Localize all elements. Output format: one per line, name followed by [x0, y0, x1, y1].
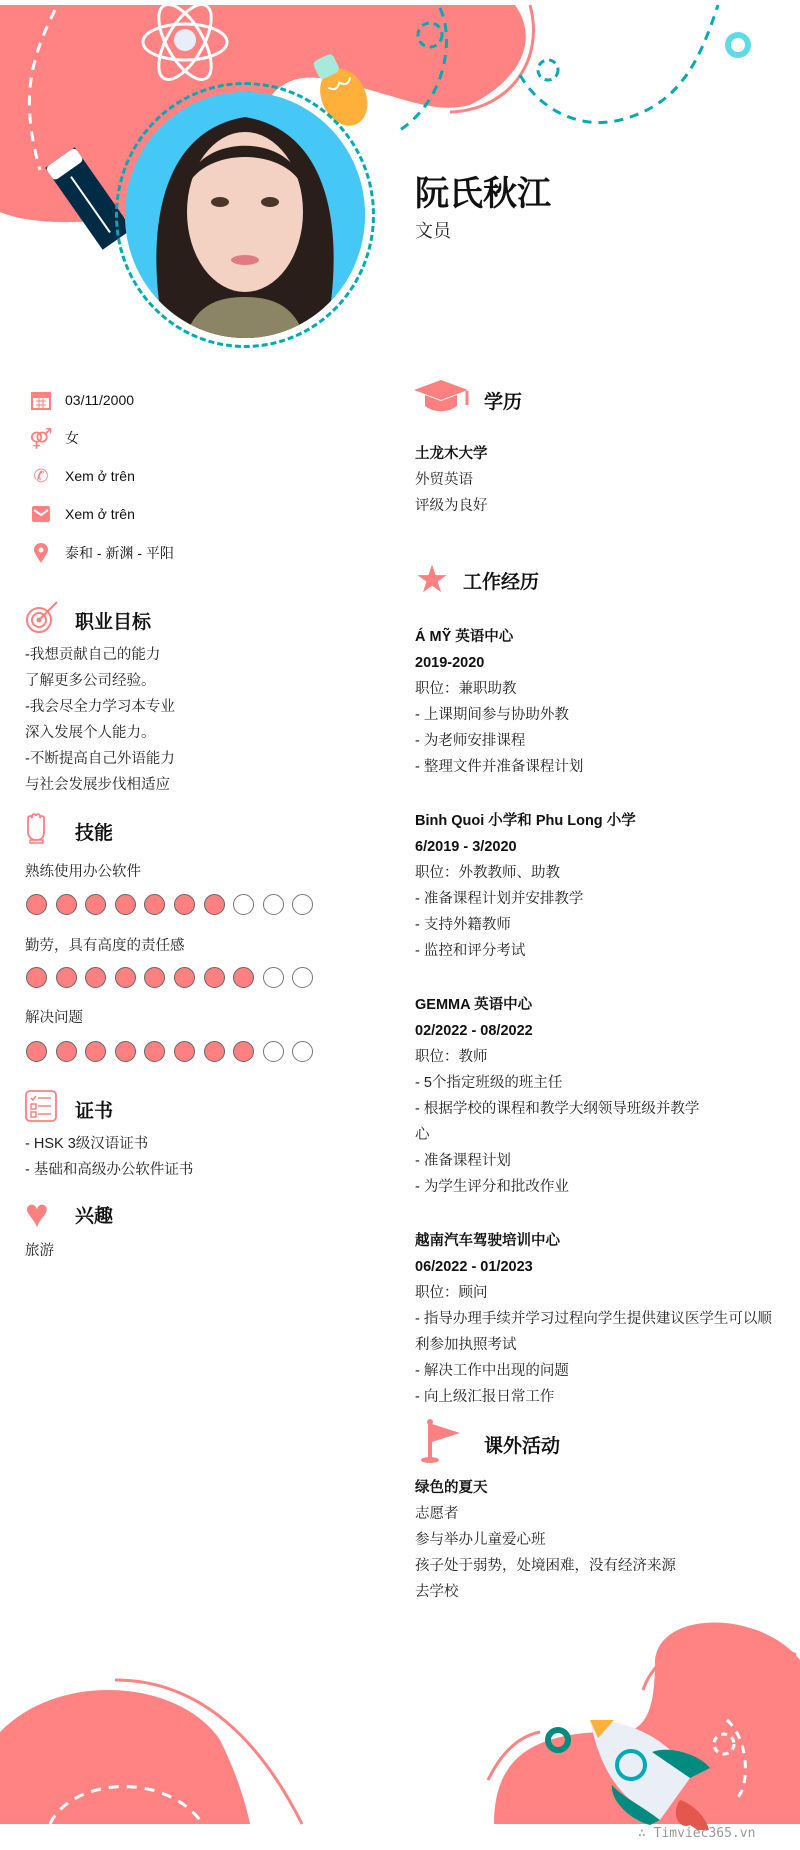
interest-item: 旅游 — [25, 1243, 54, 1259]
skills-title: 技能 — [75, 822, 114, 844]
activity-role: 志愿者 — [415, 1506, 459, 1522]
job-entry — [415, 624, 785, 780]
rating-dot-filled — [56, 967, 77, 988]
job-position: 职位：兼职助教 — [415, 681, 517, 697]
interests-heading — [25, 1192, 114, 1236]
objective-line: 深入发展个人能力。 — [25, 725, 156, 741]
objective-line: -我会尽全力学习本专业 — [25, 699, 175, 715]
job-detail: - 支持外籍教师 — [415, 917, 511, 933]
objective-heading — [25, 600, 151, 640]
job-detail: - 解决工作中出现的问题 — [415, 1363, 569, 1379]
rating-dot-filled — [144, 894, 165, 915]
skills-heading — [25, 812, 113, 850]
major: 外贸英语 — [415, 472, 473, 488]
heart-icon: ♥ — [25, 1192, 49, 1236]
job-position: 职位：外教教师、助教 — [415, 865, 560, 881]
footer-decoration — [0, 1620, 800, 1830]
job-detail: - 监控和评分考试 — [415, 943, 526, 959]
job-company: Á MỸ 英语中心 — [415, 629, 514, 645]
certificates-title: 证书 — [75, 1100, 114, 1122]
objective-line: -不断提高自己外语能力 — [25, 751, 175, 767]
job-period: 06/2022 - 01/2023 — [415, 1259, 533, 1275]
objective-line: 了解更多公司经验。 — [25, 673, 156, 689]
phone-value: Xem ở trên — [65, 468, 135, 484]
job-detail: 利参加执照考试 — [415, 1337, 517, 1353]
job-company: Binh Quoi 小学和 Phu Long 小学 — [415, 813, 636, 829]
skill-label: 熟练使用办公软件 — [25, 864, 141, 880]
candidate-name: 阮氏秋江 — [415, 175, 551, 213]
contact-gender — [28, 423, 79, 453]
job-entry — [415, 1228, 785, 1410]
rating-dot-empty — [263, 1041, 284, 1062]
activity-line: 去学校 — [415, 1584, 459, 1600]
job-period: 2019-2020 — [415, 655, 485, 671]
experience-list — [415, 624, 785, 1410]
rating-dot-empty — [292, 967, 313, 988]
rating-dot-empty — [233, 894, 254, 915]
rating-dot-filled — [204, 967, 225, 988]
job-company: GEMMA 英语中心 — [415, 997, 533, 1013]
job-position: 职位：教师 — [415, 1049, 488, 1065]
rating-dot-empty — [292, 1041, 313, 1062]
skill-rating — [26, 1041, 313, 1062]
job-detail: - 为学生评分和批改作业 — [415, 1179, 569, 1195]
certificates-list — [25, 1131, 193, 1183]
gender-value: 女 — [65, 430, 79, 446]
rating-dot-filled — [26, 1041, 47, 1062]
objective-text — [25, 642, 175, 798]
rating-dot-filled — [115, 894, 136, 915]
phone-icon: ✆ — [33, 465, 49, 486]
job-entry — [415, 808, 785, 964]
rating-dot-filled — [204, 894, 225, 915]
graduation-cap-icon — [414, 380, 484, 420]
interests-title: 兴趣 — [75, 1205, 114, 1227]
star-icon: ★ — [415, 559, 450, 601]
rating-dot-filled — [204, 1041, 225, 1062]
rating-dot-filled — [85, 967, 106, 988]
target-icon — [25, 600, 75, 640]
certificate-item: - 基础和高级办公软件证书 — [25, 1162, 194, 1178]
job-detail: - 指导办理手续并学习过程向学生提供建议医学生可以顺 — [415, 1311, 772, 1327]
job-detail: - 准备课程计划并安排教学 — [415, 891, 584, 907]
job-detail: - 向上级汇报日常工作 — [415, 1389, 555, 1405]
rating-dot-filled — [115, 967, 136, 988]
rating-dot-filled — [233, 1041, 254, 1062]
birthdate-value: 03/11/2000 — [65, 392, 135, 408]
rating-dot-filled — [174, 894, 195, 915]
contact-phone — [28, 461, 135, 491]
job-detail: - 5个指定班级的班主任 — [415, 1075, 563, 1091]
activities-heading — [420, 1418, 560, 1470]
activities-details — [415, 1475, 676, 1605]
job-period: 6/2019 - 3/2020 — [415, 839, 517, 855]
job-detail: - 准备课程计划 — [415, 1153, 511, 1169]
calendar-icon — [28, 389, 54, 411]
experience-title: 工作经历 — [463, 571, 540, 593]
hand-icon — [25, 812, 75, 850]
address-value: 泰和 - 新渊 - 平阳 — [65, 545, 174, 561]
activities-title: 课外活动 — [484, 1435, 561, 1457]
skill-rating — [26, 894, 313, 915]
location-icon — [28, 542, 54, 564]
rating-dot-empty — [263, 894, 284, 915]
activity-line: 参与举办儿童爱心班 — [415, 1532, 546, 1548]
rating-dot-filled — [26, 967, 47, 988]
education-title: 学历 — [484, 391, 523, 413]
certificate-item: - HSK 3级汉语证书 — [25, 1136, 149, 1152]
job-detail: - 整理文件并准备课程计划 — [415, 759, 584, 775]
job-detail: 心 — [415, 1127, 430, 1143]
contact-email — [28, 499, 135, 529]
rating-dot-filled — [56, 1041, 77, 1062]
rating-dot-filled — [26, 894, 47, 915]
skill-label: 解决问题 — [25, 1010, 83, 1026]
rating-dot-empty — [263, 967, 284, 988]
certificates-heading — [25, 1090, 113, 1128]
rating-dot-filled — [233, 967, 254, 988]
job-detail: - 根据学校的课程和教学大纲领导班级并教学 — [415, 1101, 700, 1117]
rating-dot-filled — [144, 967, 165, 988]
rating-dot-filled — [174, 967, 195, 988]
contact-address — [28, 538, 174, 568]
candidate-role: 文员 — [415, 221, 451, 241]
job-position: 职位：顾问 — [415, 1285, 488, 1301]
activity-line: 孩子处于弱势，处境困难，没有经济来源 — [415, 1558, 676, 1574]
grade: 评级为良好 — [415, 498, 488, 514]
job-detail: - 为老师安排课程 — [415, 733, 526, 749]
email-icon — [28, 503, 54, 525]
job-company: 越南汽车驾驶培训中心 — [415, 1233, 560, 1249]
objective-line: -我想贡献自己的能力 — [25, 647, 161, 663]
experience-heading — [415, 559, 540, 601]
flag-icon — [420, 1418, 484, 1470]
watermark: ∴ Timviec365.vn — [638, 1826, 756, 1841]
skill-label: 勤劳，具有高度的责任感 — [25, 938, 185, 954]
education-details — [415, 441, 488, 519]
rating-dot-filled — [85, 1041, 106, 1062]
rating-dot-empty — [292, 894, 313, 915]
portrait-image — [125, 92, 365, 338]
rating-dot-filled — [115, 1041, 136, 1062]
activity-name: 绿色的夏天 — [415, 1480, 488, 1496]
rating-dot-filled — [56, 894, 77, 915]
rating-dot-filled — [85, 894, 106, 915]
profile-photo — [115, 82, 375, 348]
gender-icon: ⚤ — [29, 427, 53, 450]
objective-line: 与社会发展步伐相适应 — [25, 777, 170, 793]
education-heading — [414, 380, 522, 420]
job-entry — [415, 992, 785, 1200]
email-value: Xem ở trên — [65, 506, 135, 522]
checklist-icon — [25, 1090, 75, 1128]
contact-birthdate — [28, 385, 134, 415]
objective-title: 职业目标 — [75, 611, 152, 633]
school-name: 土龙木大学 — [415, 446, 488, 462]
skill-rating — [26, 967, 313, 988]
job-period: 02/2022 - 08/2022 — [415, 1023, 533, 1039]
rating-dot-filled — [144, 1041, 165, 1062]
rating-dot-filled — [174, 1041, 195, 1062]
job-detail: - 上课期间参与协助外教 — [415, 707, 569, 723]
interests-list — [25, 1238, 54, 1264]
